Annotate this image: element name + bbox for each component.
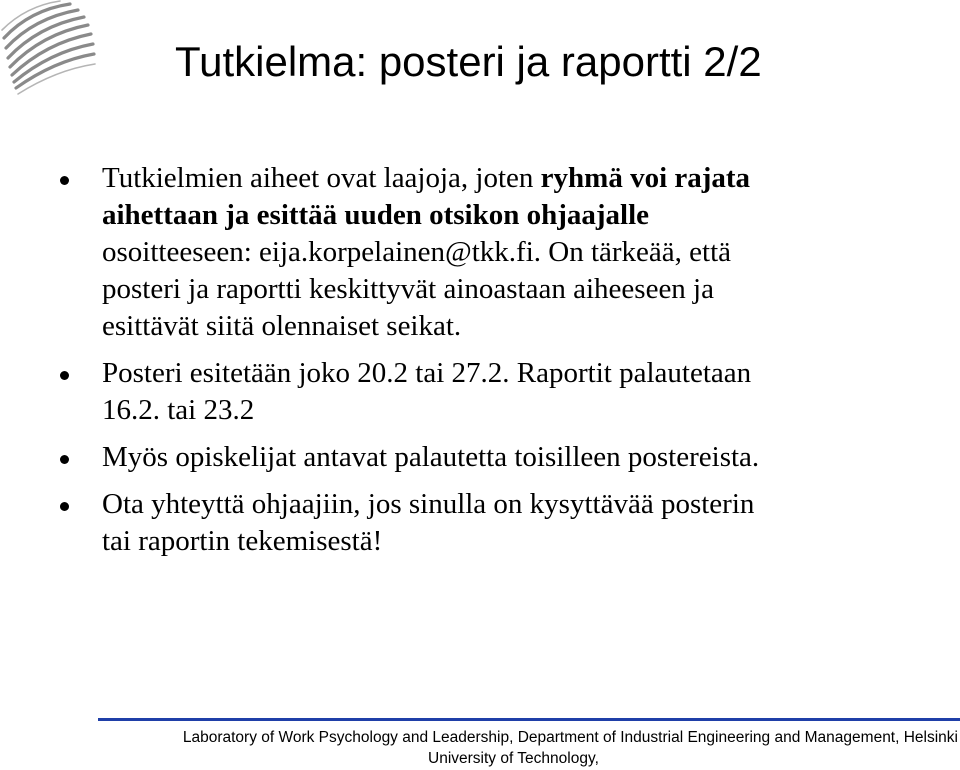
footer: [0, 727, 960, 769]
bullet-line: Ota yhteyttä ohjaajiin, jos sinulla on kysyttävää posterin: [102, 488, 755, 520]
bullet-item: [58, 486, 948, 560]
bullet-line: Tutkielmien aiheet ovat laajoja, joten ryhmä voi rajata: [102, 162, 751, 194]
bullet-list: [58, 160, 948, 570]
bullet-line: tai raportin tekemisestä!: [102, 525, 383, 557]
bullet-item: [58, 439, 948, 476]
bullet-line: posteri ja raportti keskittyvät ainoastaan aiheeseen ja: [102, 273, 714, 305]
bullet-dot-icon: [60, 371, 69, 380]
bullet-item: [58, 160, 948, 345]
bullet-dot-icon: [60, 176, 69, 185]
footer-divider: [98, 718, 960, 721]
bullet-line: Myös opiskelijat antavat palautetta toisilleen postereista.: [102, 441, 760, 473]
bullet-line: osoitteeseen: eija.korpelainen@tkk.fi. On tärkeää, että: [102, 236, 732, 268]
bullet-line: 16.2. tai 23.2: [102, 394, 255, 426]
bullet-item: [58, 355, 948, 429]
footer-text-line-2: University of Technology,: [428, 750, 599, 767]
footer-text-line-1: Laboratory of Work Psychology and Leadership, Department of Industrial Engineering and Management, Helsinki: [182, 729, 958, 746]
slide-title: Tutkielma: posteri ja raportti 2/2: [175, 38, 762, 85]
bullet-line: aihettaan ja esittää uuden otsikon ohjaajalle: [102, 199, 650, 231]
bullet-dot-icon: [60, 455, 69, 464]
bullet-line: esittävät siitä olennaiset seikat.: [102, 310, 462, 342]
university-wave-logo-icon: [0, 0, 110, 100]
bullet-dot-icon: [60, 502, 69, 511]
bullet-line: Posteri esitetään joko 20.2 tai 27.2. Raportit palautetaan: [102, 357, 752, 389]
